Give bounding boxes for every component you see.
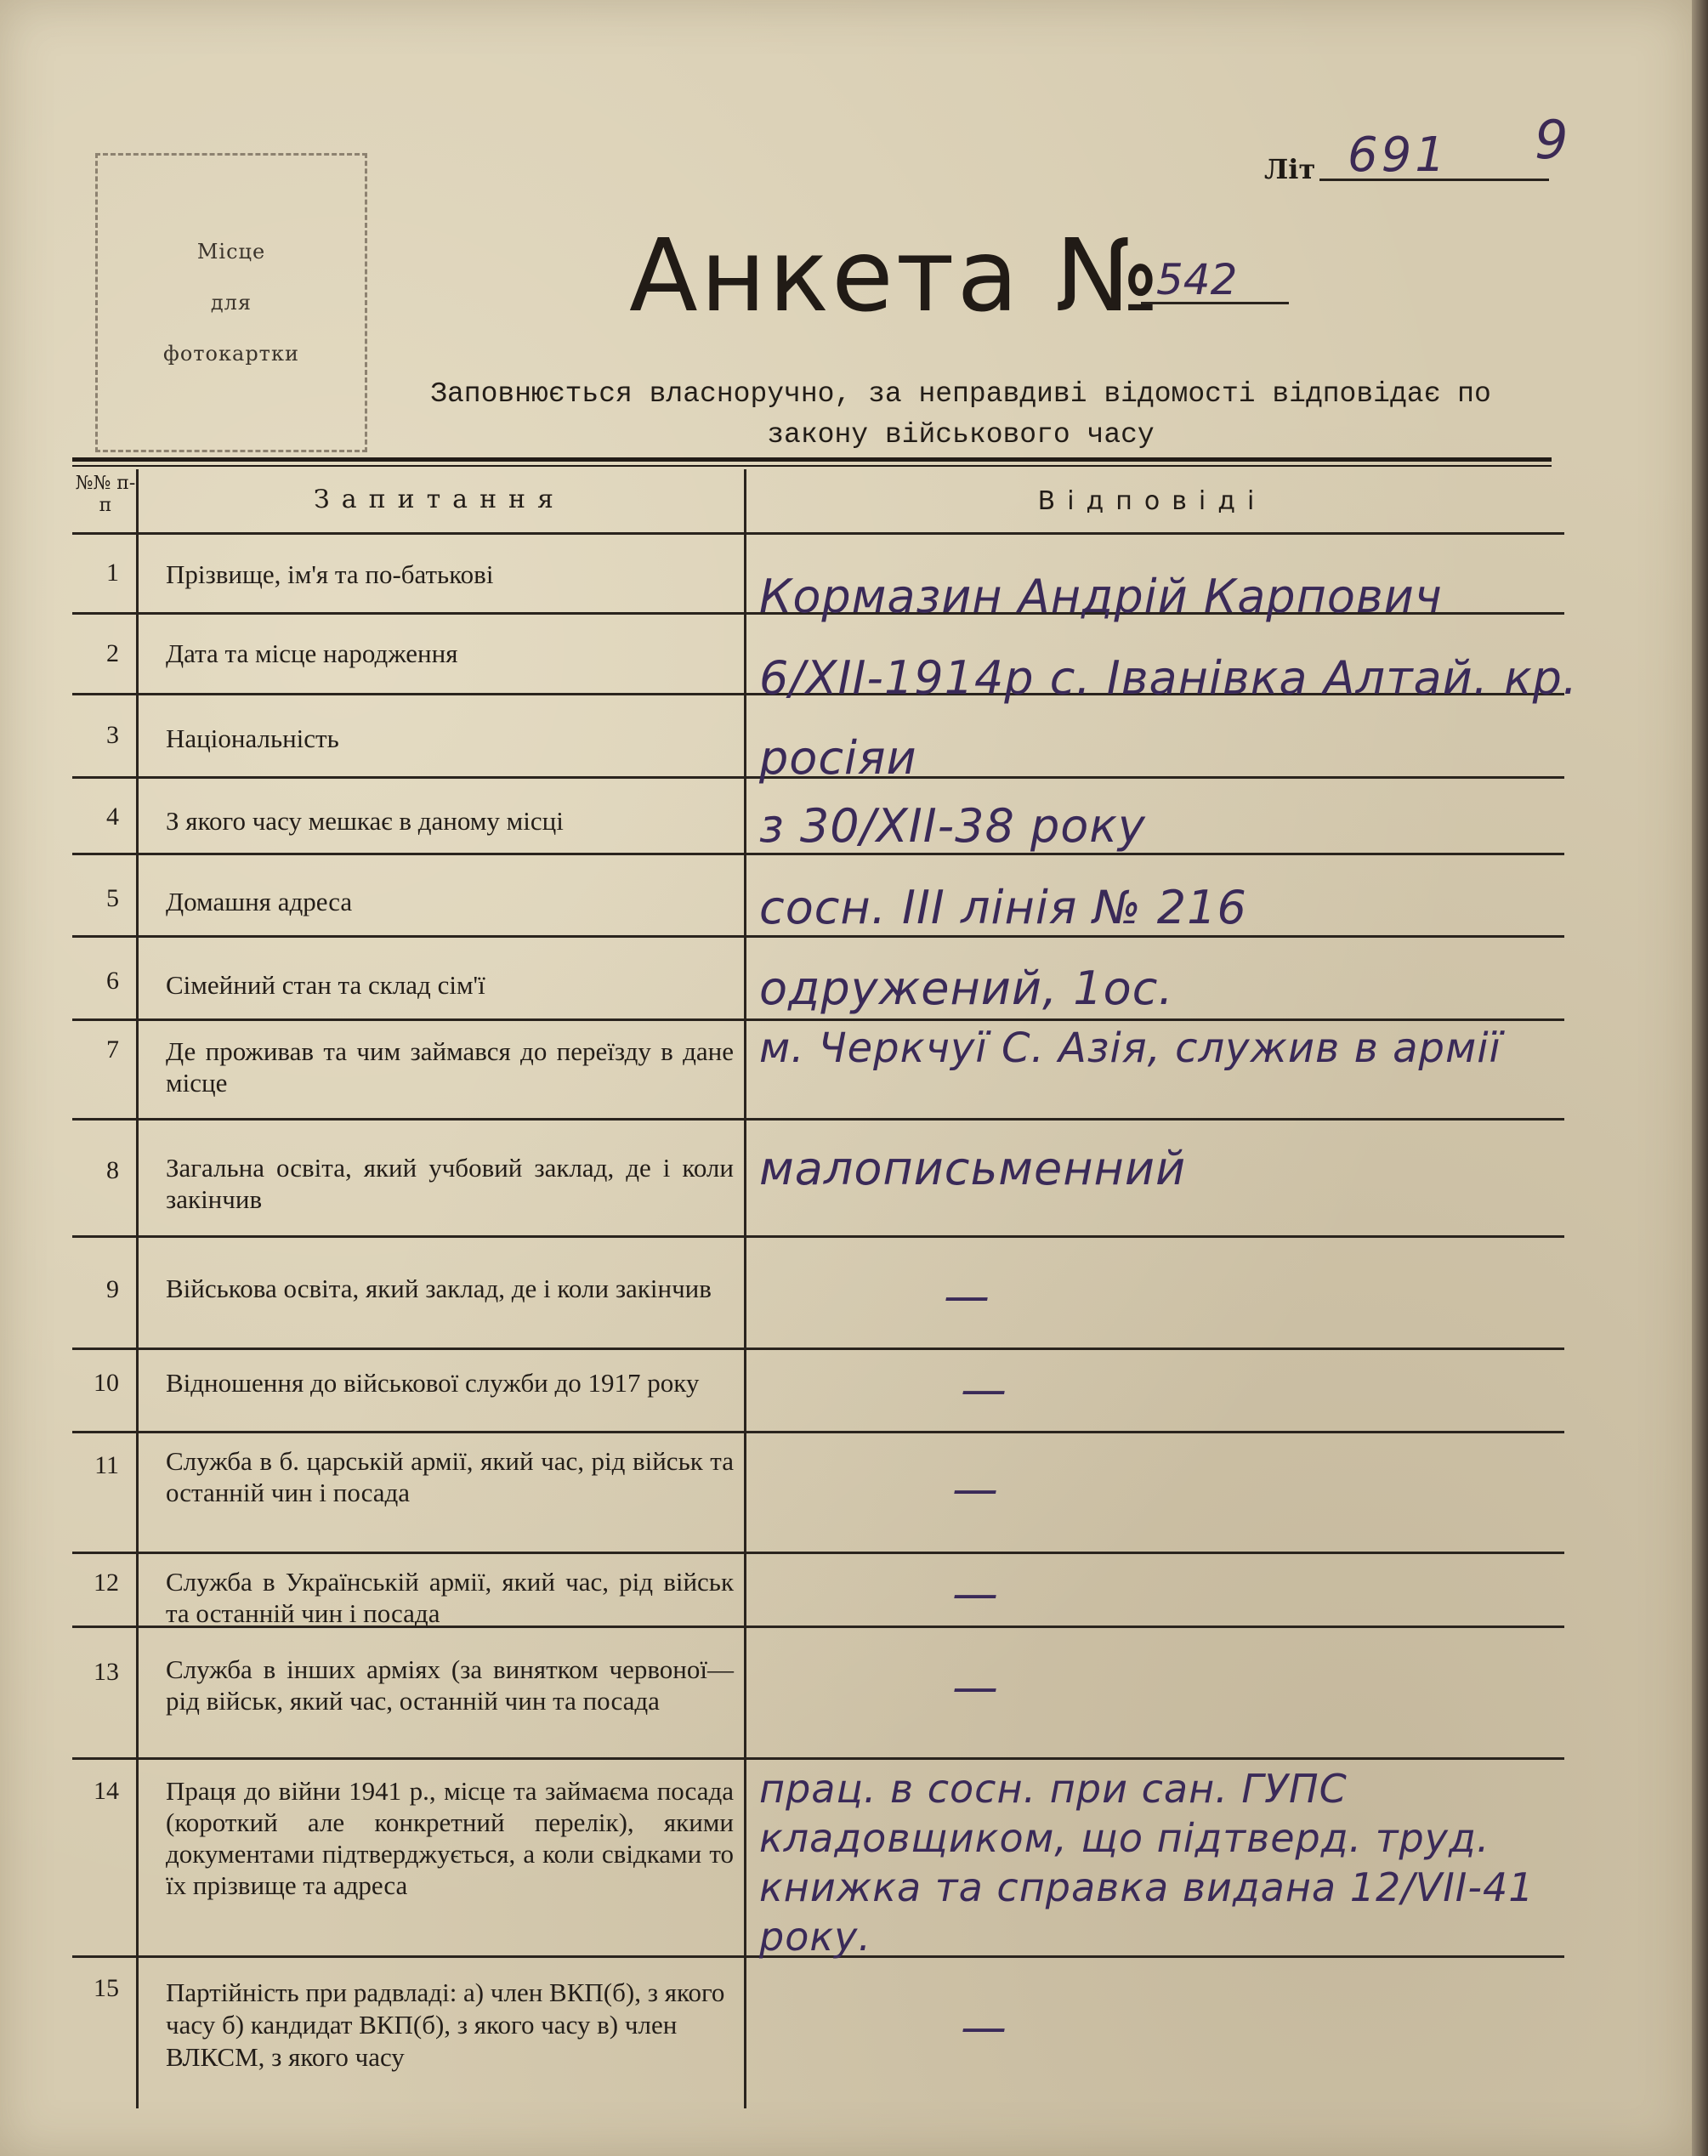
question-text: Національність (166, 723, 339, 753)
answer-text: росіяи (759, 731, 917, 785)
lit-value: 691 (1348, 128, 1449, 183)
row-number: 8 (106, 1156, 119, 1184)
answer-dash: — (952, 1567, 999, 1620)
row-number: 9 (106, 1275, 119, 1303)
sheet-number: 9 (1535, 109, 1569, 171)
row-number: 7 (106, 1035, 119, 1064)
answer-text: одружений, 1ос. (759, 962, 1174, 1015)
answer-text: Кормазин Андрій Карпович (759, 570, 1443, 623)
row-number: 4 (106, 803, 119, 831)
question-text: Де проживав та чим займався до переїзду в дане місце (166, 1036, 734, 1098)
question-text: Домашня адреса (166, 887, 353, 916)
answer-text: малописьменний (759, 1142, 1187, 1195)
row-number: 3 (106, 721, 119, 749)
answer-text: м. Черкчуї С. Азія, служив в армії (759, 1024, 1501, 1072)
answer-text: прац. в сосн. при сан. ГУПС кладовщиком, що підтверд. труд. книжка та справка видана 12/VII-41 року. (759, 1766, 1535, 1960)
page-edge-shadow (1692, 0, 1708, 2156)
row-number: 10 (94, 1369, 119, 1397)
row-divider (72, 1018, 1564, 1021)
row-number: 5 (106, 884, 119, 912)
answer-dash: — (952, 1462, 999, 1516)
page-title: Анкета № (629, 217, 1163, 334)
table-top-rule-thin (72, 465, 1552, 467)
row-number: 12 (94, 1569, 119, 1597)
answer-dash: — (961, 1363, 1007, 1416)
row-divider (72, 1118, 1564, 1121)
question-text: Військова освіта, який заклад, де і коли закінчив (166, 1274, 712, 1303)
question-text: З якого часу мешкає в даному місці (166, 806, 564, 836)
photo-label-line-1: Місце (196, 240, 266, 264)
answer-text: 6/XII-1914р с. Іванівка Алтай. кр. (759, 651, 1579, 705)
row-divider (72, 1235, 1564, 1238)
column-divider-number (136, 469, 139, 2108)
row-number: 15 (94, 1974, 119, 2002)
row-number: 6 (106, 967, 119, 995)
question-text: Служба в б. царській армії, який час, рід військ та останній чин і посада (166, 1446, 734, 1507)
row-divider (72, 1431, 1564, 1433)
row-divider (72, 853, 1564, 855)
photo-label-line-3: фотокартки (163, 342, 299, 366)
column-divider-question (744, 469, 746, 2108)
row-number: 13 (94, 1658, 119, 1686)
row-divider (72, 1552, 1564, 1554)
table-top-rule (72, 457, 1552, 462)
row-divider (72, 532, 1564, 535)
question-text: Прізвище, ім'я та по-батькові (166, 559, 494, 589)
lit-label: Літ (1264, 153, 1316, 185)
question-text: Дата та місце народження (166, 638, 458, 668)
subtitle: Заповнюється власноручно, за неправдиві відомості відповідає по закону військового часу (430, 378, 1491, 451)
question-text: Відношення до військової служби до 1917 року (166, 1368, 700, 1398)
answer-dash: — (944, 1269, 990, 1323)
photo-placeholder (95, 153, 367, 452)
answer-text: сосн. III лінія № 216 (759, 881, 1247, 934)
row-divider (72, 935, 1564, 938)
row-number: 11 (94, 1451, 119, 1479)
row-divider (72, 1757, 1564, 1760)
question-text: Служба в Українській армії, який час, рід військ та останній чин і посада (166, 1567, 734, 1628)
question-text: Праця до війни 1941 р., місце та займаєма посада (короткий але конкретний перелік), якими документами підтверджується, а коли свідками то їх прізвище та адреса (166, 1776, 734, 1900)
question-text: Служба в інших арміях (за винятком червоної—рід військ, який час, останній чин та посада (166, 1654, 734, 1716)
row-number: 2 (106, 639, 119, 667)
question-text: Партійність при радвладі: а) член ВКП(б), з якого часу б) кандидат ВКП(б), з якого часу в) член ВЛКСМ, з якого часу (166, 1977, 725, 2072)
question-text: Загальна освіта, який учбовий заклад, де і коли закінчив (166, 1153, 734, 1214)
row-number: 1 (106, 559, 119, 587)
header-question: Запитання (314, 485, 565, 514)
row-number: 14 (94, 1777, 119, 1805)
header-number: №№ п-п (75, 473, 136, 516)
answer-dash: — (961, 2000, 1007, 2054)
header-answer: Відповіді (1037, 486, 1267, 516)
title-number: 542 (1156, 255, 1238, 304)
photo-label-line-2: для (210, 291, 253, 315)
answer-dash: — (952, 1660, 999, 1714)
row-divider (72, 1348, 1564, 1350)
answer-text: з 30/XII-38 року (759, 799, 1146, 853)
question-text: Сімейний стан та склад сім'ї (166, 970, 485, 1000)
